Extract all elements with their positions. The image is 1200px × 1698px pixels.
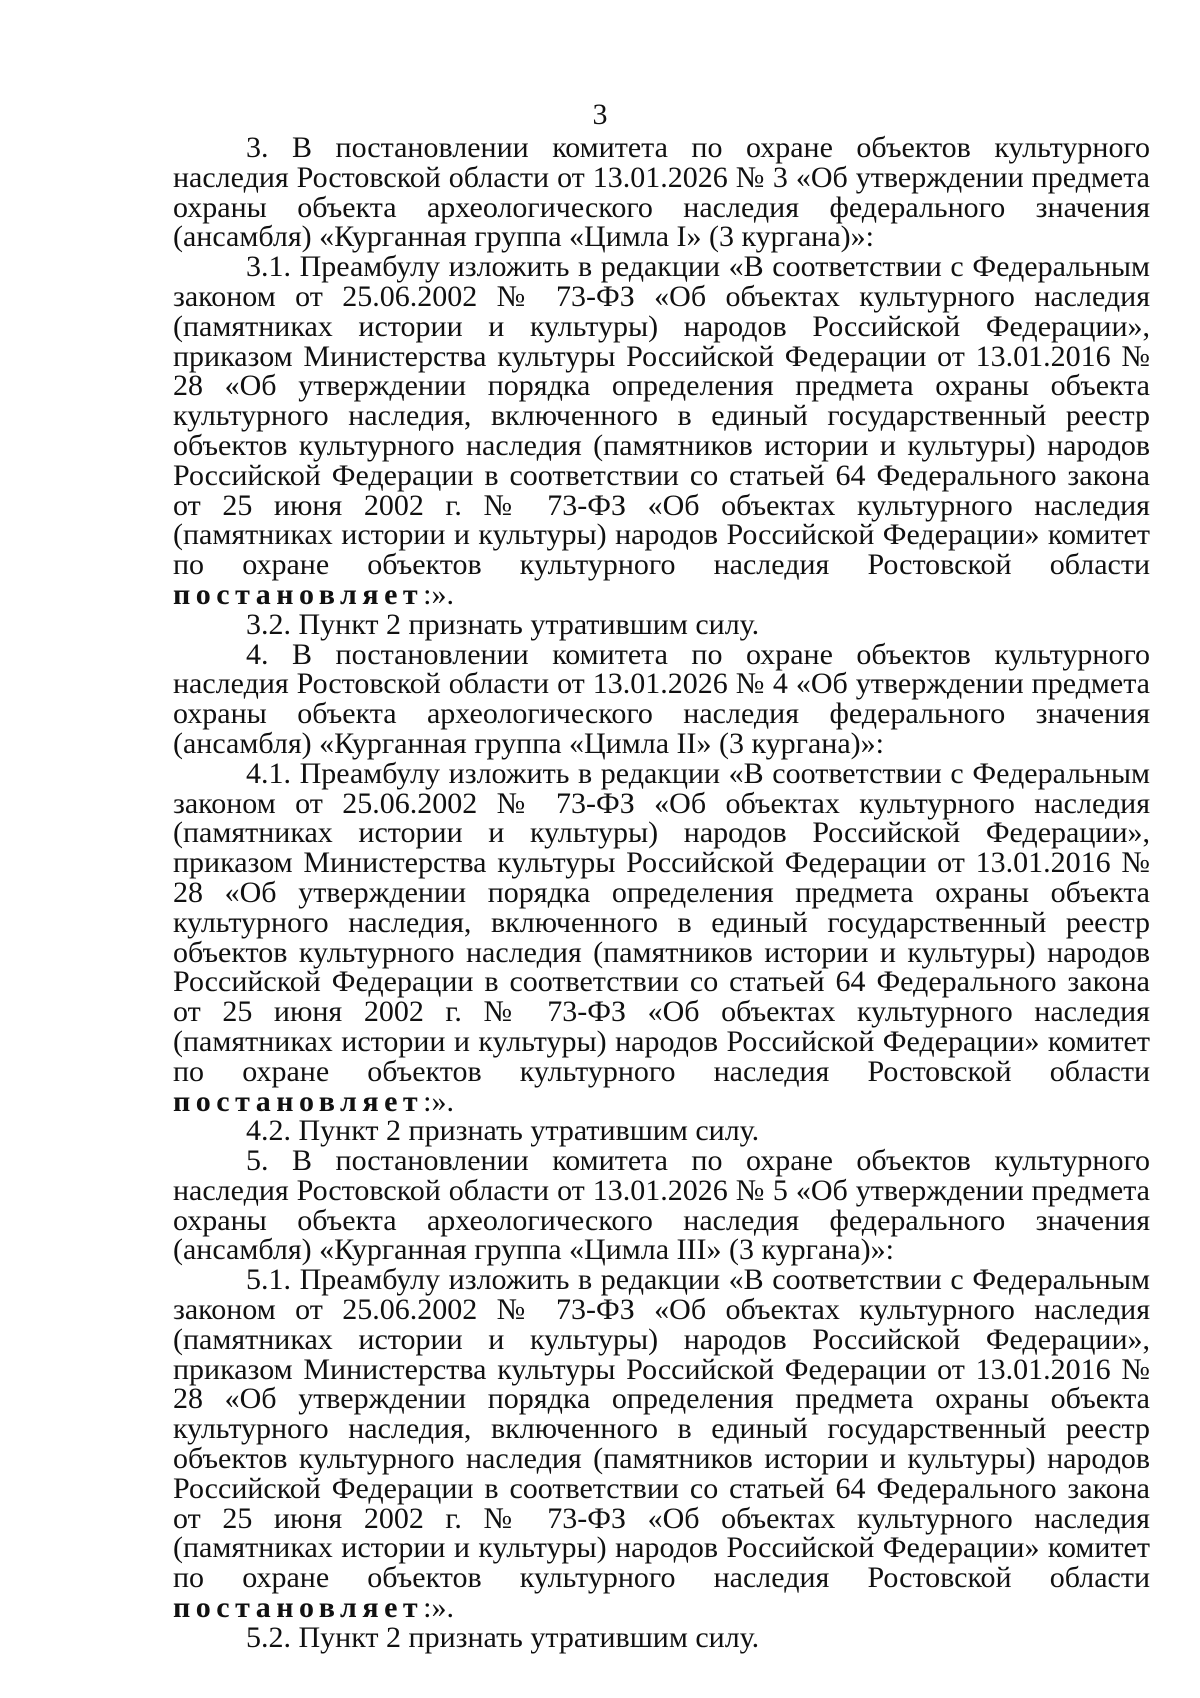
item-repeal: 4.2. Пункт 2 признать утратившим силу.	[246, 1114, 760, 1148]
decree-end: :».	[423, 577, 455, 611]
item-repeal: 5.2. Пункт 2 признать утратившим силу.	[246, 1620, 760, 1654]
preamble-amendment	[173, 756, 1150, 1118]
decree-word: постановляет	[173, 1591, 424, 1625]
preamble-text: 4.1. Преамбулу изложить в редакции «В соответствии с Федеральным законом от 25.06.2002 № 73-ФЗ «Об объектах культурного наследия (памятниках истории и культуры) народов Российской Федерации», приказом Министерства культуры Российской Федерации от 13.01.2016 № 28 «Об утверждении порядка определения предмета охраны объекта культурного наследия, включенного в единый государственный реестр объектов культурного наследия (памятников истории и культуры) народов Российской Федерации в соответствии со статьей 64 Федерального закона от 25 июня 2002 г. № 73-ФЗ «Об объектах культурного наследия (памятниках истории и культуры) народов Российской Федерации» комитет по охране объектов культурного наследия Ростовской области	[173, 756, 1150, 1088]
preamble-text: 5.1. Преамбулу изложить в редакции «В соответствии с Федеральным законом от 25.06.2002 № 73-ФЗ «Об объектах культурного наследия (памятниках истории и культуры) народов Российской Федерации», приказом Министерства культуры Российской Федерации от 13.01.2016 № 28 «Об утверждении порядка определения предмета охраны объекта культурного наследия, включенного в единый государственный реестр объектов культурного наследия (памятников истории и культуры) народов Российской Федерации в соответствии со статьей 64 Федерального закона от 25 июня 2002 г. № 73-ФЗ «Об объектах культурного наследия (памятниках истории и культуры) народов Российской Федерации» комитет по охране объектов культурного наследия Ростовской области	[173, 1263, 1150, 1595]
decree-end: :».	[423, 1084, 455, 1118]
amendment-intro: 5. В постановлении комитета по охране объектов культурного наследия Ростовской области от 13.01.2026 № 5 «Об утверждении предмета охраны объекта археологического наследия федерального значения (ансамбля) «Курганная группа «Цимла III» (3 кургана)»:	[173, 1144, 1150, 1267]
amendment-intro: 4. В постановлении комитета по охране объектов культурного наследия Ростовской области от 13.01.2026 № 4 «Об утверждении предмета охраны объекта археологического наследия федерального значения (ансамбля) «Курганная группа «Цимла II» (3 кургана)»:	[173, 637, 1150, 760]
page-number: 3	[592, 98, 608, 131]
preamble-amendment	[173, 252, 1150, 610]
preamble-amendment	[173, 1265, 1150, 1623]
decree-end: :».	[423, 1591, 455, 1625]
preamble-text: 3.1. Преамбулу изложить в редакции «В соответствии с Федеральным законом от 25.06.2002 № 73-ФЗ «Об объектах культурного наследия (памятниках истории и культуры) народов Российской Федерации», приказом Министерства культуры Российской Федерации от 13.01.2016 № 28 «Об утверждении порядка определения предмета охраны объекта культурного наследия, включенного в единый государственный реестр объектов культурного наследия (памятников истории и культуры) народов Российской Федерации в соответствии со статьей 64 Федерального закона от 25 июня 2002 г. № 73-ФЗ «Об объектах культурного наследия (памятниках истории и культуры) народов Российской Федерации» комитет по охране объектов культурного наследия Ростовской области	[173, 250, 1150, 582]
amendment-intro: 3. В постановлении комитета по охране объектов культурного наследия Ростовской области от 13.01.2026 № 3 «Об утверждении предмета охраны объекта археологического наследия федерального значения (ансамбля) «Курганная группа «Цимла I» (3 кургана)»:	[173, 131, 1150, 254]
decree-word: постановляет	[173, 577, 424, 611]
document-body	[173, 133, 1150, 1653]
item-repeal: 3.2. Пункт 2 признать утратившим силу.	[246, 607, 760, 641]
decree-word: постановляет	[173, 1084, 424, 1118]
